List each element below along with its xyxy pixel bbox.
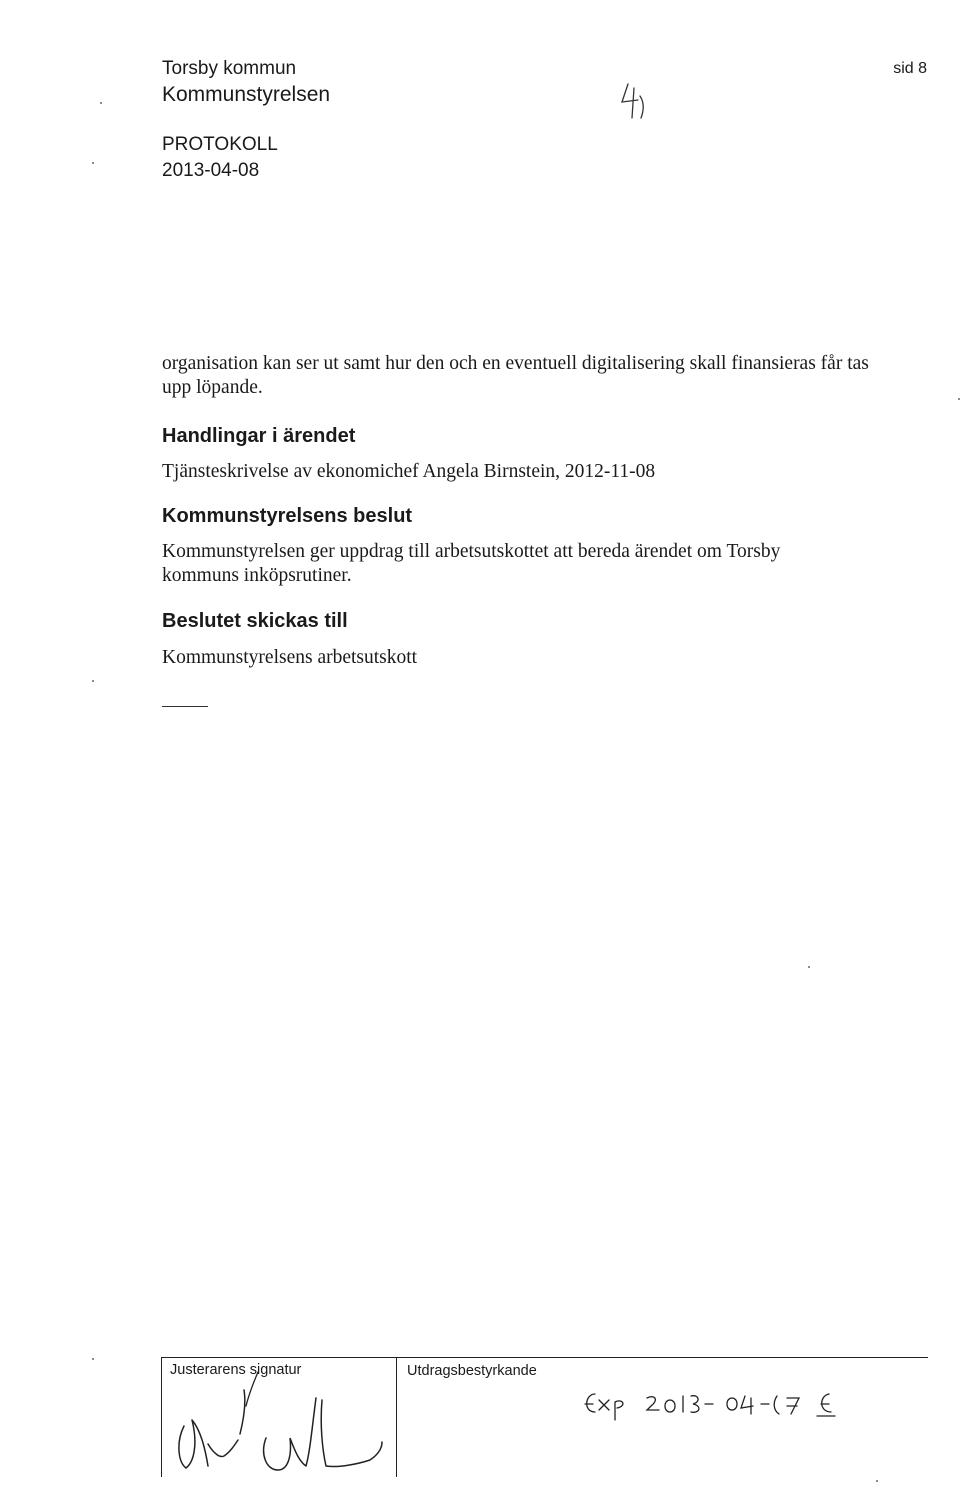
handwritten-mark [614,78,654,128]
paragraph-decision: Kommunstyrelsen ger uppdrag till arbetsutskottet att bereda ärendet om Torsby kommuns inköpsrutiner. [162,541,781,586]
scan-speck [808,966,810,968]
header-block [162,56,330,108]
paragraph-intro: organisation kan ser ut samt hur den och en eventuell digitalisering skall finansieras får tas upp löpande. [162,353,869,398]
heading-recipients: Beslutet skickas till [162,610,348,632]
document-date: 2013-04-08 [162,160,260,181]
end-rule [162,706,208,707]
document-type: PROTOKOLL [162,134,278,155]
signature-cell [161,1358,397,1477]
scan-speck [92,162,94,164]
page-number: sid 8 [893,60,927,77]
scan-speck [92,680,94,682]
handwritten-signature [162,1358,398,1477]
heading-decision: Kommunstyrelsens beslut [162,505,413,527]
document-meta [162,132,278,184]
municipality-name: Torsby kommun [162,58,297,79]
board-name: Kommunstyrelsen [162,83,331,106]
heading-documents: Handlingar i ärendet [162,425,356,447]
certification-label: Utdragsbestyrkande [407,1363,537,1379]
scan-speck [92,1358,94,1360]
scan-speck [100,102,102,104]
signature-box [161,1357,928,1477]
handwritten-dispatch-note [581,1384,881,1424]
signature-label: Justerarens signatur [170,1362,302,1378]
scan-speck [876,1480,878,1482]
paragraph-recipients: Kommunstyrelsens arbetsutskott [162,647,418,668]
paragraph-documents: Tjänsteskrivelse av ekonomichef Angela Birnstein, 2012-11-08 [162,461,656,482]
